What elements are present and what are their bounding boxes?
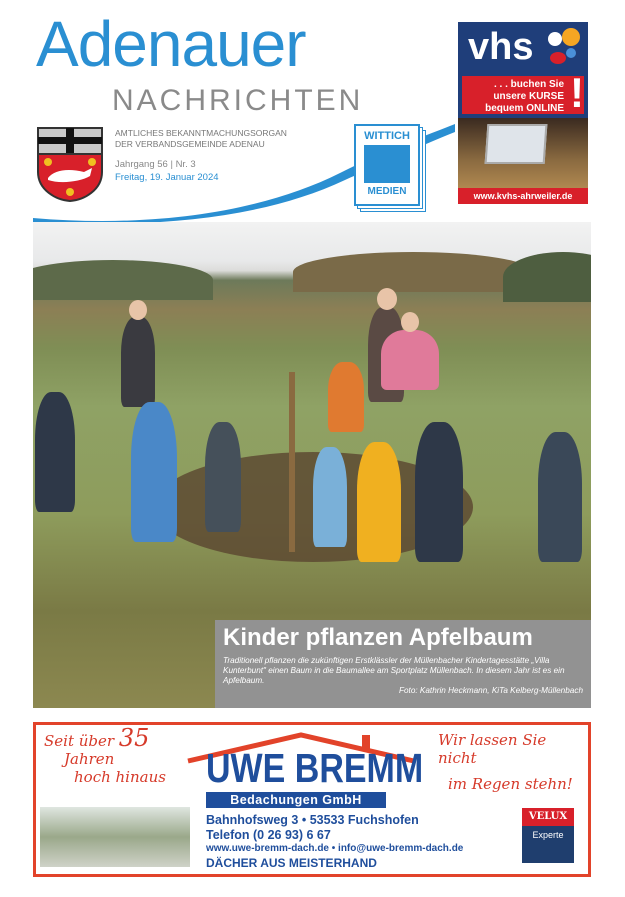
velux-logo xyxy=(522,808,574,863)
vhs-logo: vhs xyxy=(468,26,534,68)
slogan-number: 35 xyxy=(118,724,150,752)
vhs-url[interactable]: www.kvhs-ahrweiler.de xyxy=(458,188,588,204)
vhs-line: bequem ONLINE xyxy=(485,103,564,114)
velux-name: VELUX xyxy=(522,808,574,826)
laptop-icon xyxy=(485,124,548,164)
photo-credit: Foto: Kathrin Heckmann, KiTa Kelberg-Müllenbach xyxy=(398,686,583,695)
velux-sub: Experte xyxy=(532,830,564,840)
bremm-advertisement[interactable] xyxy=(33,722,591,877)
story-headline: Kinder pflanzen Apfelbaum xyxy=(223,624,533,651)
organ-text xyxy=(115,128,287,150)
slogan-right: Wir lassen Sie nicht xyxy=(438,731,547,767)
exclamation-mark: ! xyxy=(570,69,584,116)
slogan-right-sub: im Regen stehn! xyxy=(448,775,573,793)
slogan-part: Seit über xyxy=(44,732,115,750)
story-caption xyxy=(215,620,591,708)
issue-number: Jahrgang 56 | Nr. 3 xyxy=(115,159,196,170)
masthead-subtitle: NACHRICHTEN xyxy=(112,84,364,117)
story-text xyxy=(223,656,583,696)
organ-line: DER VERBANDSGEMEINDE ADENAU xyxy=(115,139,265,149)
slogan-part: Jahren xyxy=(64,750,115,768)
publisher-name: WITTICH xyxy=(364,130,410,142)
vhs-banner xyxy=(462,76,584,114)
company-sub: Bedachungen GmbH xyxy=(206,792,386,808)
slogan-line xyxy=(44,724,194,752)
company-web[interactable]: www.uwe-bremm-dach.de • info@uwe-bremm-dach.de xyxy=(206,843,464,854)
slogan-left xyxy=(44,724,194,786)
company-tagline: DÄCHER AUS MEISTERHAND xyxy=(206,856,377,870)
publisher-sub: MEDIEN xyxy=(367,186,407,197)
masthead-title: Adenauer xyxy=(36,8,306,80)
slogan-left-sub: hoch hinaus xyxy=(74,768,166,786)
company-name: UWE BREMM xyxy=(206,745,424,792)
coat-of-arms-logo xyxy=(34,124,106,202)
story-body: Traditionell pflanzen die zukünftigen Erstklässler der Müllenbacher Kindertagesstätte „Villa Kunterbunt" einen Baum in die Baumallee am Sportplatz Müllenbach. In diesem Jahr ist es ein Apfelbaum. xyxy=(223,656,565,685)
vhs-line: unsere KURSE xyxy=(493,91,564,102)
vhs-line: . . . buchen Sie xyxy=(493,79,564,90)
vhs-advertisement[interactable] xyxy=(458,22,588,204)
truck-photo xyxy=(40,807,190,867)
company-address: Bahnhofsweg 3 • 53533 Fuchshofen xyxy=(206,813,419,827)
wittich-medien-logo xyxy=(354,124,428,214)
issue-date: Freitag, 19. Januar 2024 xyxy=(115,172,219,183)
company-phone: Telefon (0 26 93) 6 67 xyxy=(206,828,331,842)
organ-line: AMTLICHES BEKANNTMACHUNGSORGAN xyxy=(115,128,287,138)
